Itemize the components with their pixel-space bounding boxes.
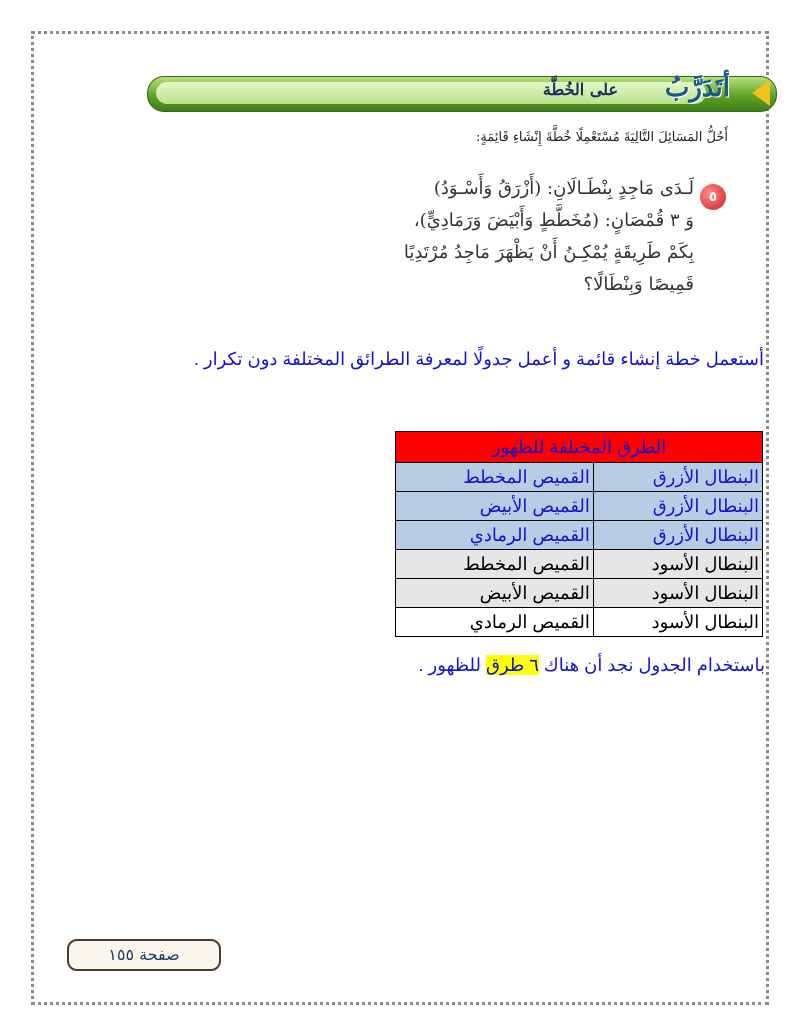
banner-highlight <box>156 82 706 104</box>
highlighted-count: ٦ طرق <box>486 655 539 675</box>
ways-table <box>395 431 763 637</box>
table-header: الطرق المختلفة للظهور <box>396 432 763 463</box>
instruction-text: أَحُلُّ المَسَائِلَ التَّالِيَةَ مُسْتَعْمِلًا خُطَّةَ إِنْشَاءِ قَائِمَةٍ: <box>476 130 728 145</box>
table-row <box>396 579 763 608</box>
pants-cell: البنطال الأزرق <box>593 463 762 492</box>
shirt-cell: القميص المخطط <box>396 550 594 579</box>
table-row <box>396 550 763 579</box>
pants-cell: البنطال الأزرق <box>593 521 762 550</box>
pants-cell: البنطال الأسود <box>593 608 762 637</box>
table-row <box>396 521 763 550</box>
problem-line-3: بِكَمْ طَرِيقَةٍ يُمْكِـنُ أَنْ يَظْهَرَ مَاجِدُ مُرْتَدِيًا <box>403 242 694 263</box>
page-number-label: صفحة ١٥٥ <box>67 939 221 971</box>
shirt-cell: القميص الأبيض <box>396 579 594 608</box>
pants-cell: البنطال الأسود <box>593 550 762 579</box>
problem-line-2: وَ ٣ قُمْصَانٍ: (مُخَطَّطٍ وَأَبْيَضَ وَرَمَادِيٍّ)، <box>413 210 694 231</box>
table-row <box>396 608 763 637</box>
conclusion-before: باستخدام الجدول نجد أن هناك <box>538 655 765 675</box>
answer-intro: أستعمل خطة إنشاء قائمة و أعمل جدولًا لمعرفة الطرائق المختلفة دون تكرار . <box>193 349 764 369</box>
shirt-cell: القميص الأبيض <box>396 492 594 521</box>
conclusion-text <box>419 655 766 676</box>
problem-line-1: لَـدَى مَاجِدٍ بِنْطَـالَانِ: (أَزْرَقُ وَأَسْـوَدُ) <box>433 178 694 199</box>
problem-line-4: قَمِيصًا وَبِنْطَالًا؟ <box>583 274 694 295</box>
pants-cell: البنطال الأزرق <box>593 492 762 521</box>
shirt-cell: القميص المخطط <box>396 463 594 492</box>
table-row <box>396 492 763 521</box>
section-title: أتَدَرَّبُ <box>664 73 730 103</box>
section-subtitle: على الخُطَّة <box>542 80 618 99</box>
banner-arrow-icon <box>752 80 770 106</box>
table-row <box>396 463 763 492</box>
shirt-cell: القميص الرمادي <box>396 521 594 550</box>
pants-cell: البنطال الأسود <box>593 579 762 608</box>
conclusion-after: للظهور . <box>418 655 486 675</box>
problem-number-badge: ٥ <box>700 184 726 210</box>
shirt-cell: القميص الرمادي <box>396 608 594 637</box>
